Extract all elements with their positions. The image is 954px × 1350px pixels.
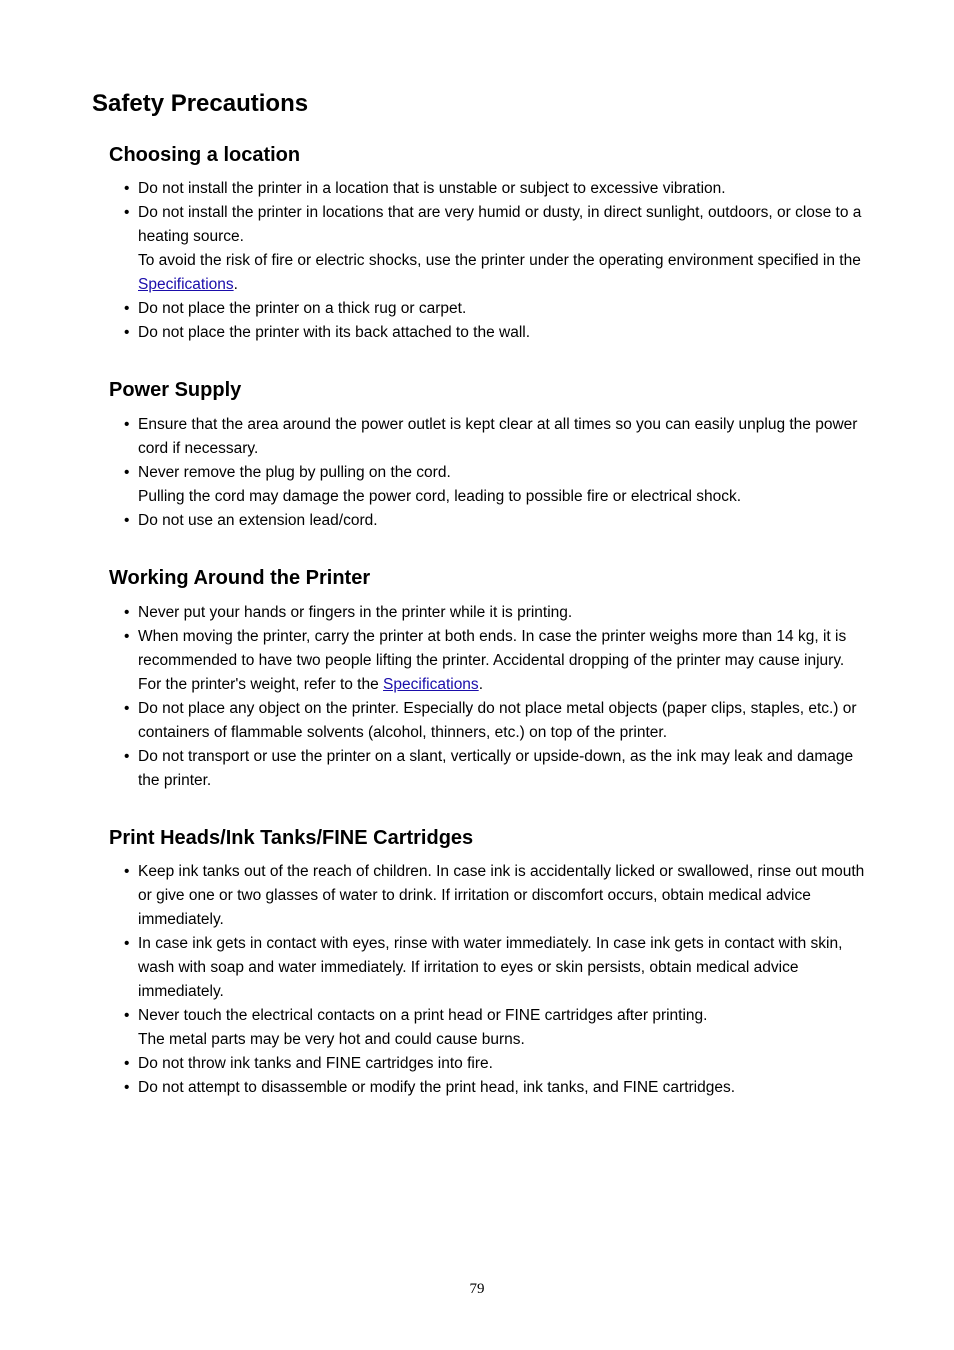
list-item: • Do not install the printer in a location that is unstable or subject to excessive vibration. bbox=[118, 177, 866, 201]
list-item: • Keep ink tanks out of the reach of children. In case ink is accidentally licked or swallowed, rinse out mouth or give one or two glasses of water to drink. If irritation or discomfort occurs, obtain medical advice immediately. bbox=[118, 860, 866, 932]
list-item: • When moving the printer, carry the printer at both ends. In case the printer weighs more than 14 kg, it is recommended to have two people lifting the printer. Accidental dropping of the printer may cause injury. For the printer's weight, refer to the Specifications. bbox=[118, 625, 866, 697]
list-item: • Never remove the plug by pulling on the cord. Pulling the cord may damage the power cord, leading to possible fire or electrical shock. bbox=[118, 461, 866, 509]
list-item: • Ensure that the area around the power outlet is kept clear at all times so you can easily unplug the power cord if necessary. bbox=[118, 413, 866, 461]
list-item: • In case ink gets in contact with eyes, rinse with water immediately. In case ink gets in contact with skin, wash with soap and water immediately. If irritation to eyes or skin persists, obtain medical advice immediately. bbox=[118, 932, 866, 1004]
section-heading-ink: Print Heads/Ink Tanks/FINE Cartridges bbox=[109, 827, 474, 849]
list-item: • Never put your hands or fingers in the printer while it is printing. bbox=[118, 601, 866, 625]
list-item: • Do not use an extension lead/cord. bbox=[118, 509, 866, 533]
working-around-list bbox=[118, 601, 866, 793]
page-number: 79 bbox=[469, 1281, 485, 1297]
section-heading-power-supply: Power Supply bbox=[109, 379, 242, 401]
specifications-link[interactable]: Specifications bbox=[138, 276, 234, 293]
list-item: • Do not transport or use the printer on a slant, vertically or upside-down, as the ink may leak and damage the printer. bbox=[118, 745, 866, 793]
specifications-link[interactable]: Specifications bbox=[383, 676, 479, 693]
list-item: • Never touch the electrical contacts on a print head or FINE cartridges after printing. The metal parts may be very hot and could cause burns. bbox=[118, 1004, 866, 1052]
list-item: • Do not place the printer on a thick rug or carpet. bbox=[118, 297, 866, 321]
section-heading-working-around: Working Around the Printer bbox=[109, 567, 371, 589]
list-item: • Do not attempt to disassemble or modify the print head, ink tanks, and FINE cartridges. bbox=[118, 1076, 866, 1100]
list-item: • Do not place any object on the printer. Especially do not place metal objects (paper clips, staples, etc.) or containers of flammable solvents (alcohol, thinners, etc.) on top of the printer. bbox=[118, 697, 866, 745]
list-item: • Do not place the printer with its back attached to the wall. bbox=[118, 321, 866, 345]
power-supply-list bbox=[118, 413, 866, 533]
page-title: Safety Precautions bbox=[92, 90, 309, 117]
section-heading-location: Choosing a location bbox=[109, 144, 301, 166]
list-item: • Do not install the printer in locations that are very humid or dusty, in direct sunlight, outdoors, or close to a heating source. To avoid the risk of fire or electric shocks, use the printer under the operating environment specified in the Specifications. bbox=[118, 201, 866, 297]
location-list bbox=[118, 177, 866, 345]
list-item: • Do not throw ink tanks and FINE cartridges into fire. bbox=[118, 1052, 866, 1076]
ink-list bbox=[118, 860, 866, 1100]
